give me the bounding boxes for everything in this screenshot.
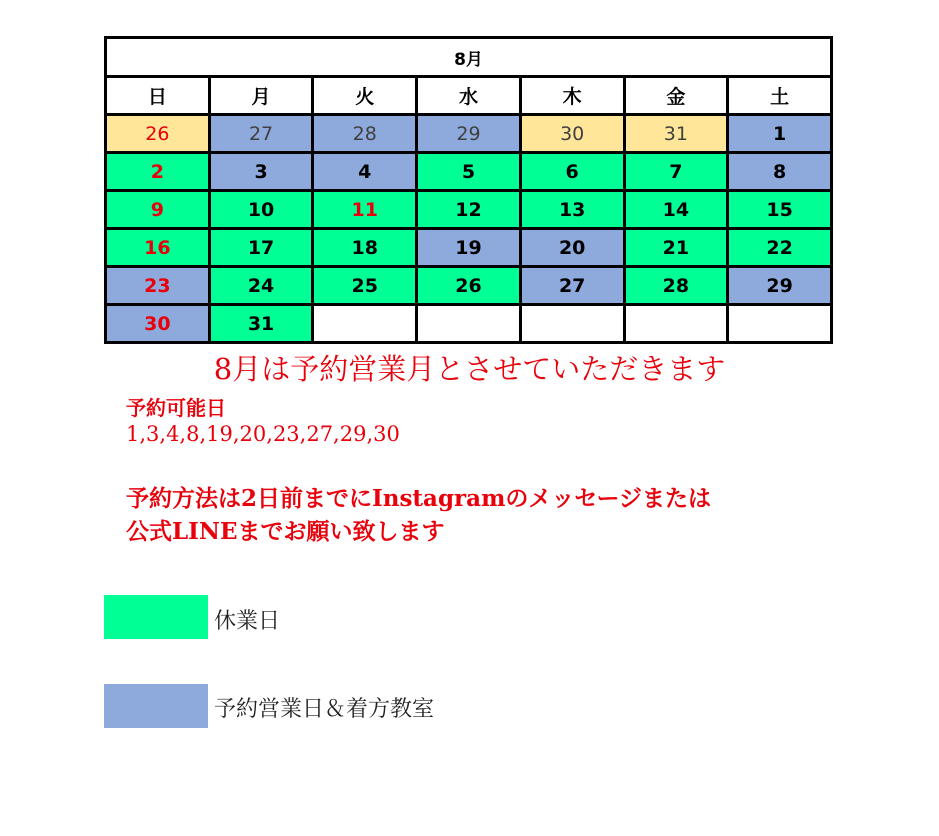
weekday-header: 木 — [520, 77, 624, 115]
week-row — [106, 305, 832, 343]
legend-holiday-label: 休業日 — [214, 609, 281, 634]
day-cell: 17 — [209, 229, 313, 267]
month-row — [106, 38, 832, 77]
day-cell: 2 — [106, 153, 210, 191]
day-cell: 26 — [106, 115, 210, 153]
week-row — [106, 191, 832, 229]
day-cell: 27 — [520, 267, 624, 305]
day-cell: 19 — [417, 229, 521, 267]
weekday-header: 日 — [106, 77, 210, 115]
day-cell: 27 — [209, 115, 313, 153]
day-cell: 11 — [313, 191, 417, 229]
legend-holiday-swatch — [104, 595, 208, 639]
day-cell: 21 — [624, 229, 728, 267]
weekday-header: 土 — [728, 77, 832, 115]
august-calendar — [104, 36, 833, 344]
available-days-label: 予約可能日 — [126, 396, 226, 420]
month-title: 8月 — [106, 38, 832, 77]
day-cell: 8 — [728, 153, 832, 191]
empty-day-cell — [313, 305, 417, 343]
week-row — [106, 153, 832, 191]
day-cell: 29 — [417, 115, 521, 153]
day-cell: 7 — [624, 153, 728, 191]
empty-day-cell — [417, 305, 521, 343]
day-cell: 12 — [417, 191, 521, 229]
weekday-header: 火 — [313, 77, 417, 115]
week-row — [106, 229, 832, 267]
empty-day-cell — [624, 305, 728, 343]
empty-day-cell — [520, 305, 624, 343]
empty-day-cell — [728, 305, 832, 343]
day-cell: 28 — [313, 115, 417, 153]
day-cell: 1 — [728, 115, 832, 153]
day-cell: 5 — [417, 153, 521, 191]
week-row — [106, 267, 832, 305]
weekday-header: 金 — [624, 77, 728, 115]
day-cell: 16 — [106, 229, 210, 267]
available-days-list: 1,3,4,8,19,20,23,27,29,30 — [126, 422, 400, 446]
day-cell: 20 — [520, 229, 624, 267]
booking-method-line-1: 予約方法は2日前までにInstagramのメッセージまたは — [126, 485, 712, 512]
day-cell: 30 — [520, 115, 624, 153]
notice-headline: 8月は予約営業月とさせていただきます — [213, 352, 726, 386]
day-cell: 30 — [106, 305, 210, 343]
booking-method-line-2: 公式LINEまでお願い致します — [126, 518, 445, 545]
week-row — [106, 115, 832, 153]
day-cell: 31 — [209, 305, 313, 343]
day-cell: 14 — [624, 191, 728, 229]
day-cell: 18 — [313, 229, 417, 267]
day-cell: 28 — [624, 267, 728, 305]
weekday-row — [106, 77, 832, 115]
day-cell: 22 — [728, 229, 832, 267]
weekday-header: 月 — [209, 77, 313, 115]
day-cell: 13 — [520, 191, 624, 229]
booking-method-text — [126, 482, 711, 548]
day-cell: 4 — [313, 153, 417, 191]
day-cell: 23 — [106, 267, 210, 305]
day-cell: 26 — [417, 267, 521, 305]
day-cell: 25 — [313, 267, 417, 305]
day-cell: 24 — [209, 267, 313, 305]
day-cell: 6 — [520, 153, 624, 191]
day-cell: 3 — [209, 153, 313, 191]
day-cell: 10 — [209, 191, 313, 229]
day-cell: 9 — [106, 191, 210, 229]
day-cell: 31 — [624, 115, 728, 153]
legend-booking-label: 予約営業日＆着方教室 — [214, 697, 435, 722]
day-cell: 15 — [728, 191, 832, 229]
weekday-header: 水 — [417, 77, 521, 115]
legend-booking-swatch — [104, 684, 208, 728]
day-cell: 29 — [728, 267, 832, 305]
